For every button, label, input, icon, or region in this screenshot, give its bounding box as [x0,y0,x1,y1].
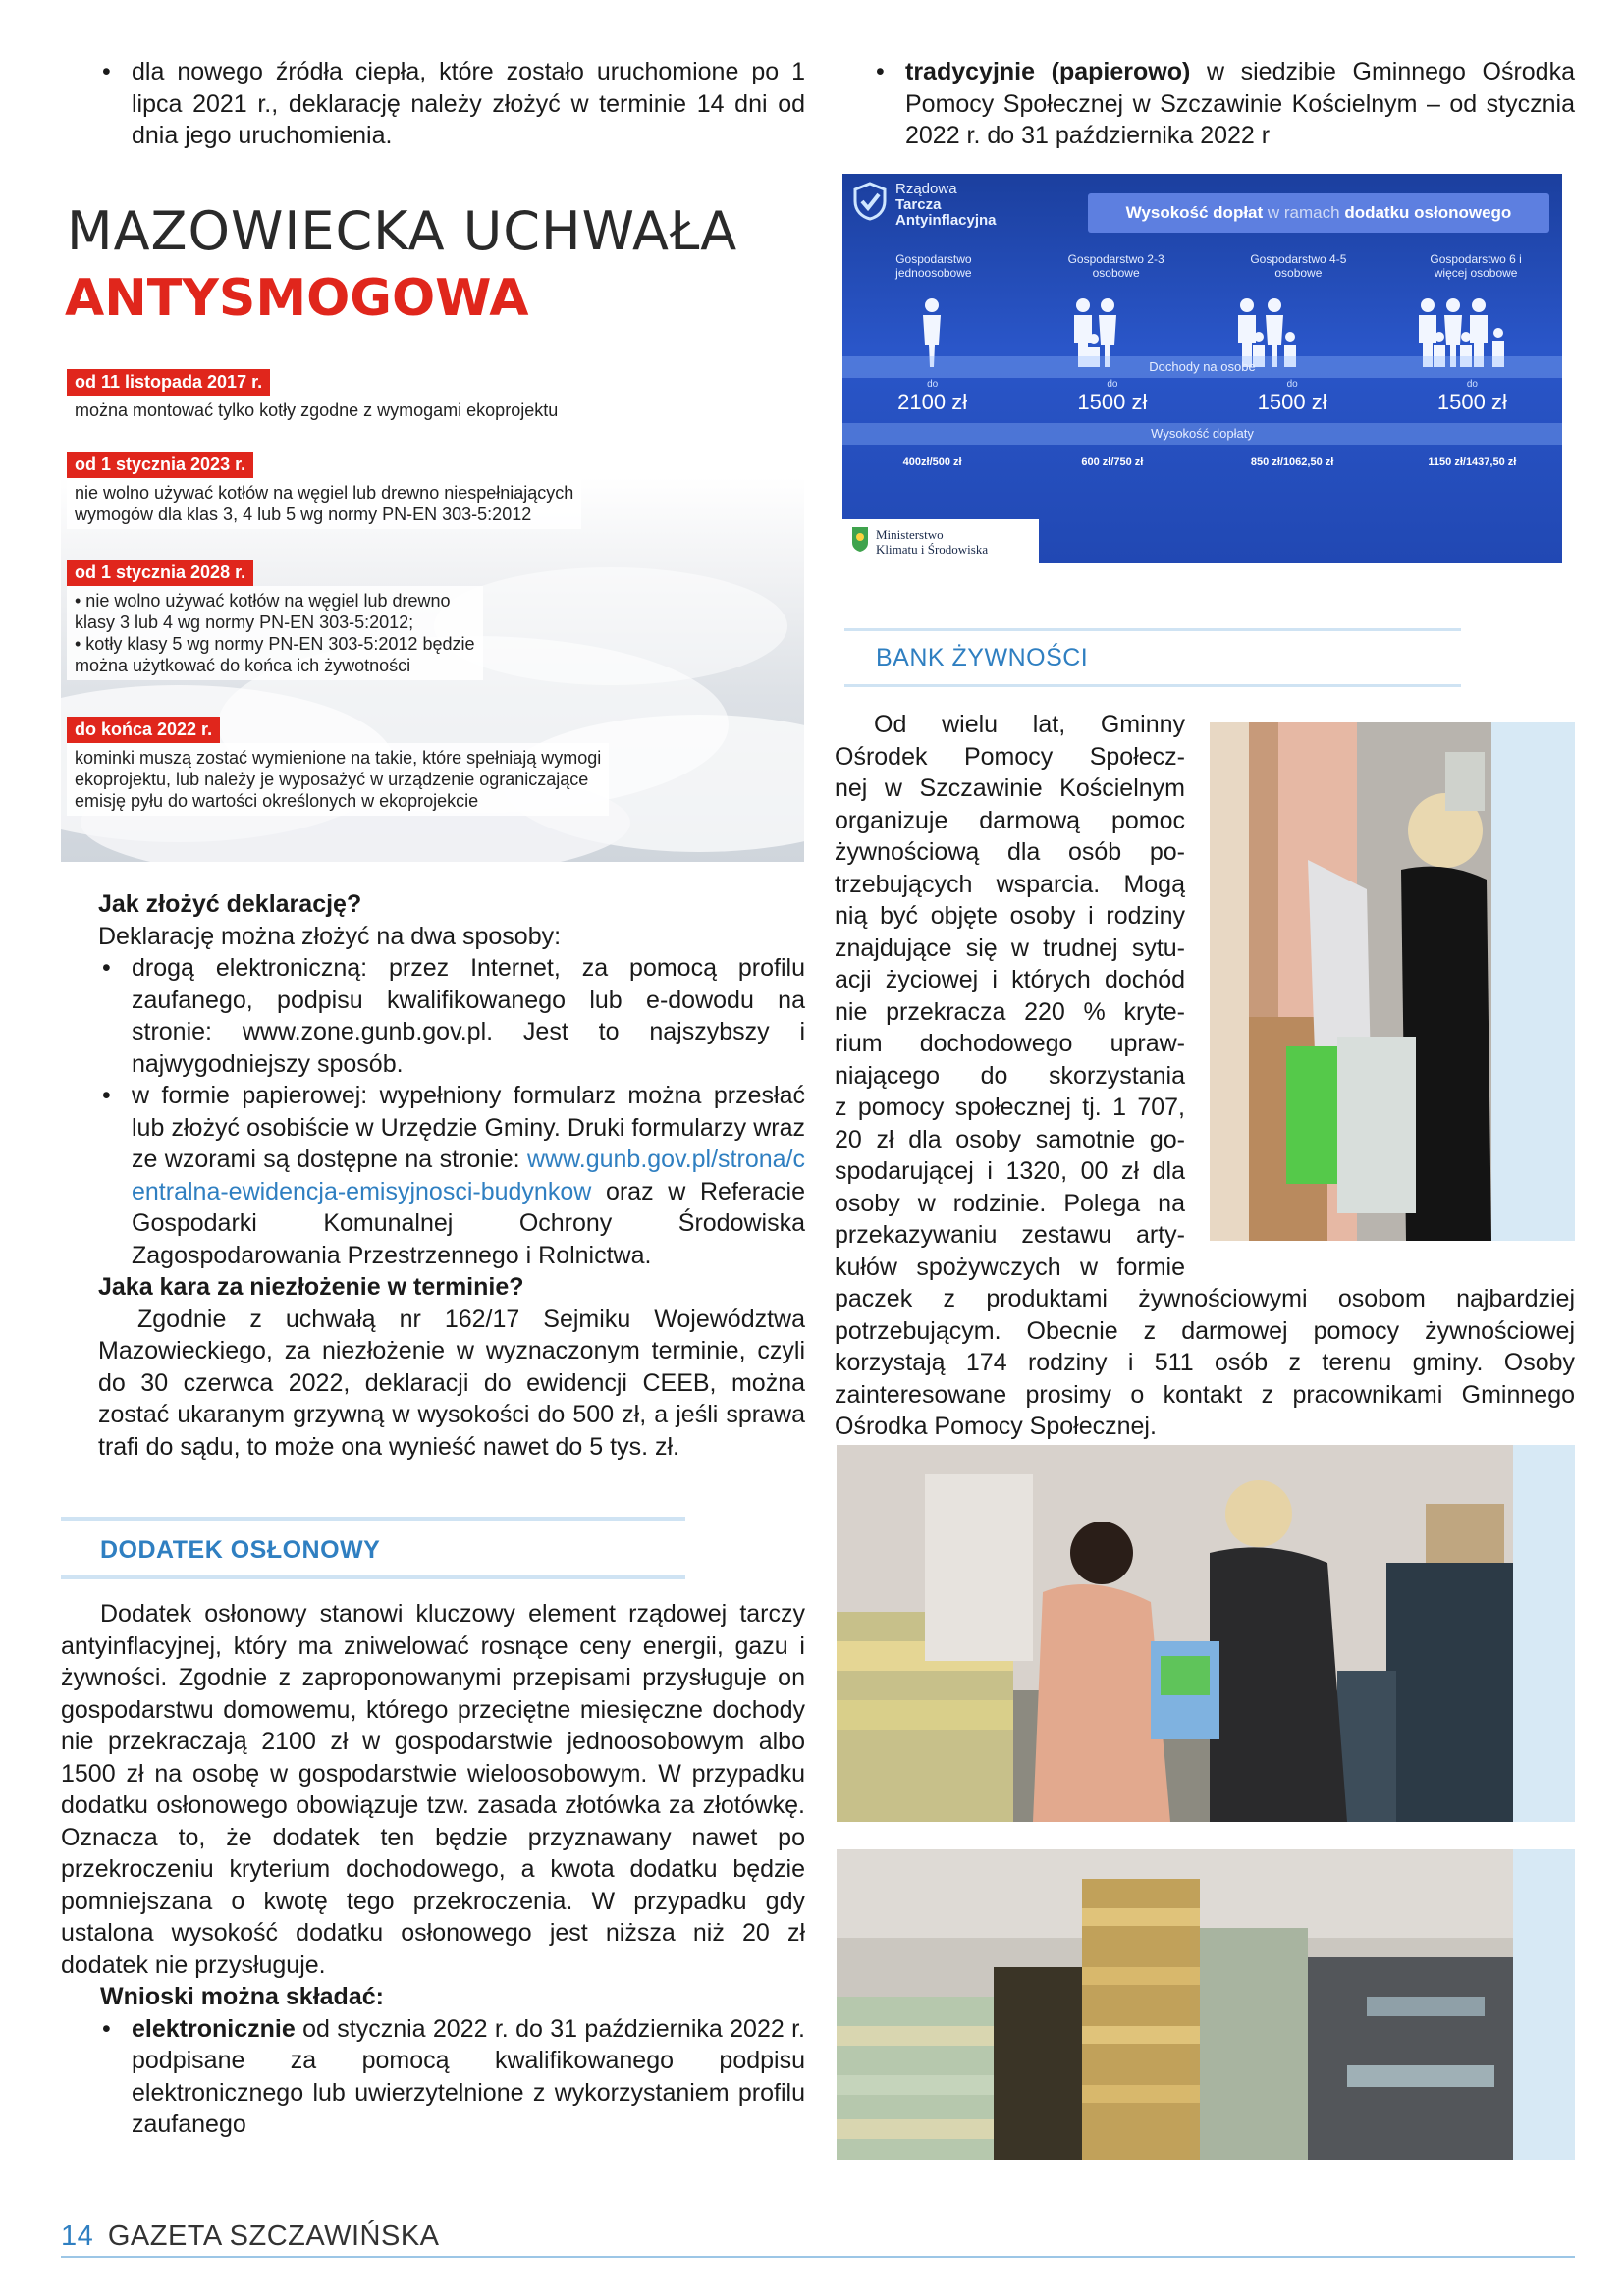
household-row [842,252,1562,280]
photo-placeholder [837,1445,1513,1822]
household-label: Gospodarstwo 4-5 osobowe [1250,252,1347,280]
penalty-heading: Jaka kara za niezłożenie w terminie? [98,1273,524,1301]
amount-cell: 850 zł/1062,50 zł [1250,456,1334,468]
list-item: • dla nowego źródła ciepła, które zostało uruchomione po 1 lipca 2021 r., deklarację należy złożyć w terminie 14 dni od dnia jego uruchomienia. [102,58,805,149]
item-text: można montować tylko kotły zgodne z wymogami ekoprojektu [67,396,566,425]
section-rule-top [61,1517,685,1521]
text-line: niającego do skorzystania [835,1061,1185,1090]
photo-frame-accent [1513,1445,1575,1822]
household-label: Gospodarstwo jednoosobowe [895,252,972,280]
photo-frame-accent [1491,722,1575,1241]
antismog-item-4 [67,717,609,816]
income-label-bar: Dochody na osobe [842,356,1562,378]
household-label: Gospodarstwo 2-3 osobowe [1067,252,1164,280]
bank-narrow-text [835,709,1185,1283]
item-text: kominki muszą zostać wymienione na takie, które spełniają wymogi ekoprojektu, lub należy je wyposażyć w urządzenie ograniczające emisję pyłu do wartości określonych w ekoprojekcie [67,743,609,816]
item-text: nie wolno używać kotłów na węgiel lub drewno niespełniających wymogów dla klas 3, 4 lub 5 wg normy PN-EN 303-5:2012 [67,478,581,529]
right-top-bullet-block [872,56,1575,152]
shield-icon [852,182,888,226]
antismog-title-1: MAZOWIECKA UCHWAŁA [67,200,738,262]
income-cell: do 1500 zł [1077,379,1148,414]
food-stock-photo [837,1849,1513,2160]
antismog-infographic [61,175,804,862]
income-row [842,380,1562,415]
dodatek-heading: DODATEK OSŁONOWY [100,1536,381,1564]
text-line: kułów spożywczych w formie [835,1253,1185,1281]
date-badge: do końca 2022 r. [67,717,220,743]
food-aid-photo-packing [837,1445,1513,1822]
date-badge: od 11 listopada 2017 r. [67,369,270,396]
section-rule-bottom [61,1575,685,1579]
household-label: Gospodarstwo 6 i więcej osobowe [1430,252,1522,280]
text-line: nie przekracza 220 % kryte- [835,997,1185,1026]
text-line: nią być objęte osoby i rodziny [835,902,1185,930]
left-top-bullet-block [98,56,805,152]
footer-rule [61,2256,1575,2258]
income-cell: do 1500 zł [1436,379,1507,414]
text-line: żywnościową dla osób po- [835,838,1185,866]
text-line: znajdujące się w trudnej sytu- [835,934,1185,962]
how-to-section [98,888,805,1463]
list-item: • tradycyjnie (papierowo) w siedzibie Gminnego Ośrodka Pomocy Społecznej w Szczawinie Kościelnym – od stycznia 2022 r. do 31 października 2022 r [876,58,1575,149]
text-line: acji życiowej i których dochód [835,966,1185,993]
income-cell: do 1500 zł [1257,379,1327,414]
amount-cell: 1150 zł/1437,50 zł [1428,456,1517,468]
photo-frame-accent [1513,1849,1575,2160]
text-line: z pomocy społecznej tj. 1 707, [835,1094,1185,1121]
page-number: 14 [61,2220,94,2252]
antismog-item-2 [67,452,581,529]
text-line: Ośrodek Pomocy Społecz- [835,742,1185,771]
ministry-emblem-icon [850,525,870,558]
wnioski-heading: Wnioski można składać: [100,1983,384,2010]
date-badge: od 1 stycznia 2028 r. [67,560,253,586]
antismog-item-1 [67,369,566,425]
text-line: spodarującej i 1320, 00 zł dla [835,1157,1185,1185]
penalty-text: Zgodnie z uchwałą nr 162/17 Sejmiku Województwa Mazowieckiego, za niezłożenie w wyznaczonym terminie, czyli do 30 czerwca 2022, deklaracji do ewidencji CEEB, można zostać ukaranym grzywną w wysokości do 500 zł, a jeśli sprawa trafi do sądu, to może ona wynieść nawet do 5 tys. zł. [98,1305,805,1461]
how-to-heading: Jak złożyć deklarację? [98,890,362,918]
list-item: • elektronicznie od stycznia 2022 r. do 31 października 2022 r. podpisane za pomocą kwalifikowanego podpisu elektronicznego lub uwierzytelnione z wykorzystaniem profilu zaufanego [102,2014,805,2138]
ministry-logo: Ministerstwo Klimatu i Środowiska [842,519,1039,563]
text-line: nej w Szczawinie Kościelnym [835,774,1185,802]
publication-title: GAZETA SZCZAWIŃSKA [107,2220,440,2252]
food-aid-photo-doorway [1210,722,1491,1241]
text-line: organizuje darmową pomoc [835,806,1185,834]
text-line: rium dochodowego upraw- [835,1030,1185,1057]
gunb-link[interactable]: www.gunb.gov.pl/strona/centralna-ewidencja-emisyjnosci-budynkow [132,1146,805,1205]
text-line: Od wielu lat, Gminny [874,711,1185,738]
antismog-item-3 [67,560,483,680]
how-to-intro: Deklarację można złożyć na dwa sposoby: [98,922,562,950]
text-line: osoby w rodzinie. Polega na [835,1189,1185,1217]
list-item: • w formie papierowej: wypełniony formularz można przesłać lub złożyć osobiście w Urzędzie Gminy. Druki formularzy wraz ze wzorami są dostępne na stronie: www.gunb.gov.pl/strona/centralna-ewidencja-emisyjnosci-budynkow oraz w Referacie Gospodarki Komunalnej Ochrony Środowiska Zagospodarowania Przestrzennego i Rolnictwa. [102,1082,805,1269]
amount-cell: 400zł/500 zł [902,456,962,468]
tarcza-logo: Rządowa Tarcza Antyinflacyjna [852,182,997,229]
footer [61,2220,440,2253]
amount-cell: 600 zł/750 zł [1081,456,1144,468]
photo-placeholder [837,1849,1513,2160]
bank-rule-bottom [844,684,1461,687]
photo-placeholder [1210,722,1491,1241]
dodatek-text: Dodatek osłonowy stanowi kluczowy element rządowej tarczy antyinflacyjnej, który ma zniwelować rosnące ceny energii, gazu i żywności. Zgodnie z zaproponowanymi przepisami przysługuje on gospodarstwu domowemu, którego przeciętne miesięczne dochody nie przekraczają 2100 zł w gospodarstwie jednoosobowym albo 1500 zł na osobę w gospodarstwie wieloosobowym. W przypadku dodatku osłonowego obowiązuje tzw. zasada złotówka za złotówkę. Oznacza to, że dodatek ten będzie przyznawany nawet po przekroczeniu kryterium dochodowego, a kwota dodatku będzie pomniejszana o kwotę tego przekroczenia. W przypadku gdy ustalona wysokość dodatku osłonowego jest niższa niż 20 zł dodatek nie przysługuje. [61,1600,805,1979]
text-line: 20 zł dla osoby samotnie go- [835,1125,1185,1153]
bank-wide-text: paczek z produktami żywnościowymi osobom najbardziej potrzebującym. Obecnie z darmowej pomocy żywnościowej korzystają 174 rodziny i 511 osób z terenu gminy. Osoby zainteresowane prosimy o kontakt z pracownikami Gminnego Ośrodka Pomocy Społecznej. [835,1285,1575,1440]
amount-label-bar: Wysokość dopłaty [842,423,1562,445]
text-line: trzebujących wsparcia. Mogą [835,870,1185,898]
bank-rule-top [844,628,1461,631]
dodatek-section [61,1598,805,2141]
list-item: • drogą elektroniczną: przez Internet, za pomocą profilu zaufanego, podpisu kwalifikowanego lub e-dowodu na stronie: www.zone.gunb.gov.pl. Jest to najszybszy i najwygodniejszy sposób. [102,954,805,1078]
tarcza-banner: Wysokość dopłat w ramach dodatku osłonowego [1088,193,1549,233]
amount-row [842,456,1562,468]
income-cell: do 2100 zł [897,379,968,414]
text-line: przekazywaniu zestawu arty- [835,1221,1185,1249]
antismog-title-2: ANTYSMOGOWA [65,269,529,328]
bank-heading: BANK ŻYWNOŚCI [876,644,1089,671]
tarcza-infographic [842,174,1562,563]
item-text: • nie wolno używać kotłów na węgiel lub drewno klasy 3 lub 4 wg normy PN-EN 303-5:2012; • kotły klasy 5 wg normy PN-EN 303-5:2012 będzie można użytkować do końca ich żywotności [67,586,483,680]
date-badge: od 1 stycznia 2023 r. [67,452,253,478]
